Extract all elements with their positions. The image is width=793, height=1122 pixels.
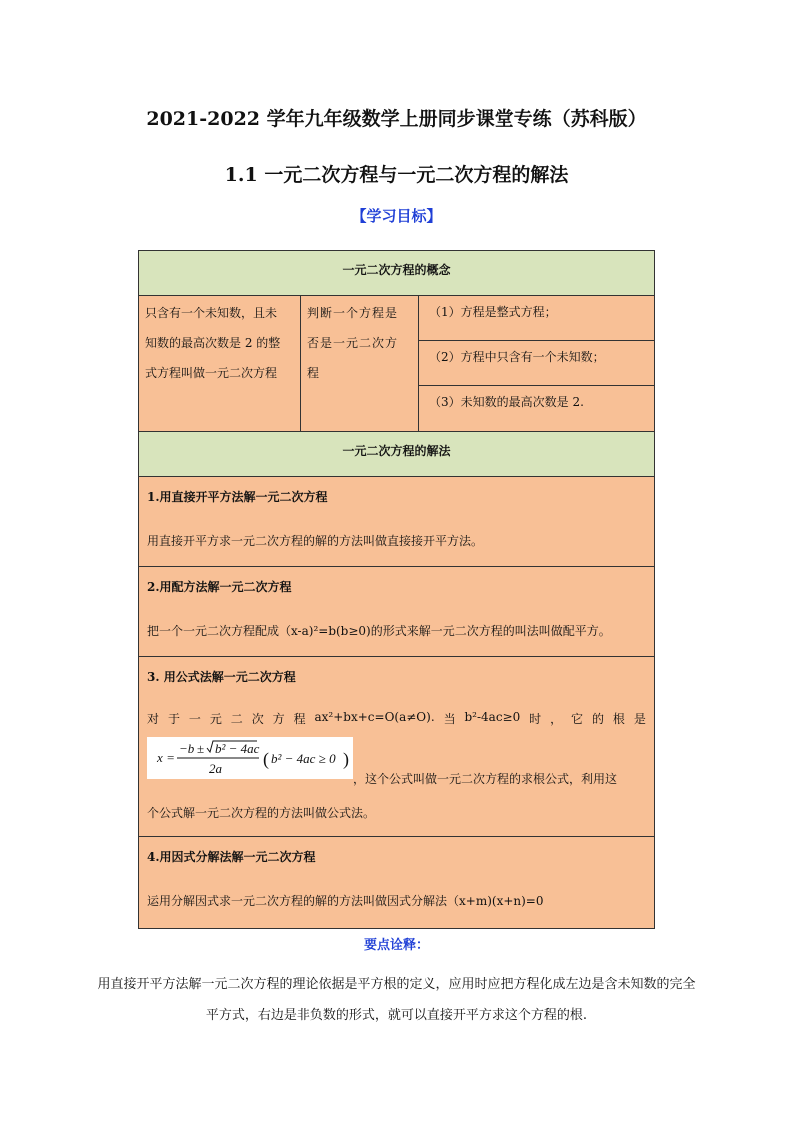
line-token: 它 <box>571 712 584 726</box>
method-3-line-2: ，这个公式叫做一元二次方程的求根公式，利用这 <box>353 772 618 786</box>
line-token: 二 <box>230 712 243 726</box>
svg-text:=: = <box>167 750 175 765</box>
concept-conditions <box>419 296 655 431</box>
svg-text:−b: −b <box>179 741 195 756</box>
quadratic-formula-image <box>147 737 353 779</box>
line-token: 程 <box>293 712 306 726</box>
method-2-body: 把一个一元二次方程配成（x-a)²=b(b≥0)的形式来解一元二次方程的叫法叫做配平方。 <box>147 624 611 638</box>
learning-objectives-label: 【学习目标】 <box>351 207 442 225</box>
key-points-line-1: 用直接开平方法解一元二次方程的理论依据是平方根的定义，应用时应把方程化成左边是含未知数的完全 <box>97 977 696 992</box>
key-points-line-2: 平方式，右边是非负数的形式，就可以直接开平方求这个方程的根. <box>205 1008 588 1023</box>
method-1-title: 1.用直接开平方法解一元二次方程 <box>147 490 328 504</box>
condition-1: （1）方程是整式方程； <box>419 296 655 341</box>
method-4-title: 4.用因式分解法解一元二次方程 <box>147 850 316 864</box>
line-token: ， <box>550 712 563 726</box>
method-quadratic-formula <box>138 657 655 837</box>
methods-header-cell <box>138 432 655 477</box>
method-direct-root <box>138 477 655 567</box>
concept-header: 一元二次方程的概念 <box>342 263 451 277</box>
method-3-line-3: 个公式解一元二次方程的方法叫做公式法。 <box>147 806 376 820</box>
condition-3: （3）未知数的最高次数是 2. <box>429 395 584 409</box>
judge-line: 程 <box>307 366 321 380</box>
line-token: 时 <box>529 712 542 726</box>
concept-header-cell <box>138 250 655 296</box>
methods-header: 一元二次方程的解法 <box>342 444 451 458</box>
method-completing-square <box>138 567 655 657</box>
judge-line: 否是一元二次方 <box>307 336 399 350</box>
line-token: 于 <box>167 712 180 726</box>
method-3-title: 3. 用公式法解一元二次方程 <box>147 670 296 684</box>
line-token: 当 <box>443 712 456 726</box>
line-token: b²-4ac≥0 <box>464 710 521 724</box>
line-token: 一 <box>188 712 201 726</box>
line-token: 的 <box>591 712 604 726</box>
concept-definition <box>139 296 301 431</box>
line-token: 是 <box>633 712 646 726</box>
definition-line: 知数的最高次数是 2 的整 <box>145 336 281 350</box>
line-token: ax²+bx+c=O(a≠O). <box>314 710 435 724</box>
concept-judge <box>301 296 419 431</box>
line-token: 元 <box>209 712 222 726</box>
method-3-line-1 <box>147 710 646 727</box>
definition-line: 式方程叫做一元二次方程 <box>145 366 278 380</box>
method-2-title: 2.用配方法解一元二次方程 <box>147 580 292 594</box>
line-token: 对 <box>147 712 160 726</box>
formula-drawing <box>147 737 353 779</box>
method-1-body: 用直接开平方求一元二次方程的解的方法叫做直接接开平方法。 <box>147 534 484 548</box>
svg-text:b² − 4ac ≥ 0: b² − 4ac ≥ 0 <box>271 751 336 766</box>
method-4-body: 运用分解因式求一元二次方程的解的方法叫做因式分解法（x+m)(x+n)=0 <box>147 894 544 908</box>
svg-text:2a: 2a <box>209 761 222 776</box>
definition-line: 只含有一个未知数，且未 <box>145 306 278 320</box>
key-points-label: 要点诠释： <box>363 938 429 953</box>
svg-text:±: ± <box>197 741 205 756</box>
svg-text:): ) <box>343 749 349 769</box>
svg-text:(: ( <box>263 749 269 769</box>
condition-2: （2）方程中只含有一个未知数； <box>419 341 655 386</box>
line-token: 根 <box>612 712 625 726</box>
document-title: 2021-2022 学年九年级数学上册同步课堂专练（苏科版） <box>146 108 647 130</box>
svg-text:b² − 4ac: b² − 4ac <box>215 741 260 756</box>
judge-line: 判断一个方程是 <box>307 306 399 320</box>
concept-table-row <box>138 296 655 432</box>
svg-text:x: x <box>157 750 163 765</box>
line-token: 次 <box>251 712 264 726</box>
method-factoring <box>138 837 655 929</box>
line-token: 方 <box>272 712 285 726</box>
lesson-title: 1.1 一元二次方程与一元二次方程的解法 <box>224 164 569 186</box>
